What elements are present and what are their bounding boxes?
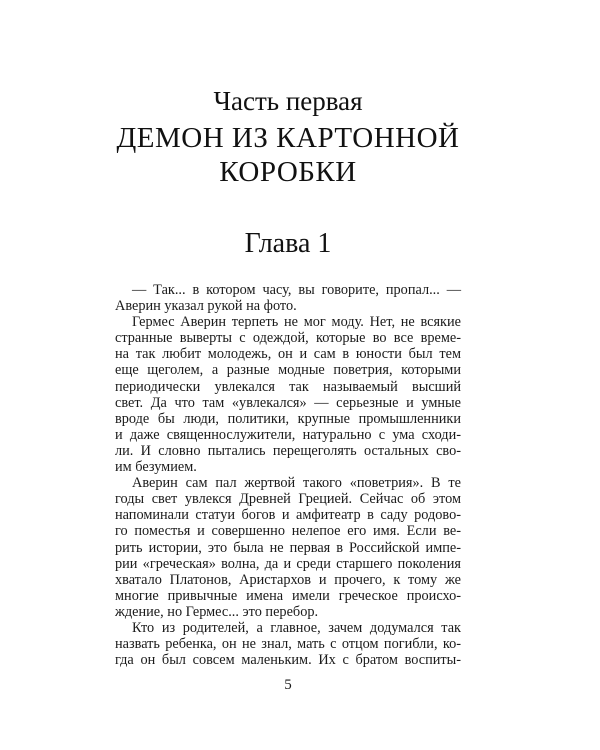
paragraph-line: — Так... в котором часу, вы говорите, пропал... — — [132, 282, 461, 298]
paragraph-line: и даже священнослужители, натурально с ума сходи- — [115, 426, 461, 443]
paragraph-line: странные выверты с одеждой, которые во все време- — [115, 330, 461, 347]
paragraph-line: Гермес Аверин терпеть не мог моду. Нет, не всякие — [132, 314, 461, 331]
title-line-2: КОРОБКИ — [219, 156, 357, 188]
paragraph-line: напоминали статуи богов и амфитеатр в саду родово- — [115, 507, 461, 524]
paragraph-line: ждение, но Гермес... это перебор. — [115, 603, 319, 620]
paragraph-line: хватало Платонов, Аристархов и прочего, к тому же — [115, 571, 461, 588]
paragraph-line: Аверин указал рукой на фото. — [115, 298, 297, 315]
paragraph-line: го поместья и совершенно нелепое его имя. Если ве- — [115, 523, 461, 540]
paragraph-line: им безумием. — [115, 459, 197, 476]
paragraph-line: Кто из родителей, а главное, зачем додумался так — [132, 619, 461, 636]
title-line-1: ДЕМОН ИЗ КАРТОННОЙ — [116, 122, 460, 154]
paragraph-line: рии «греческая» волна, да и среди старшего поколения — [115, 555, 461, 572]
chapter-heading: Глава 1 — [244, 228, 332, 259]
paragraph-line: Аверин сам пал жертвой такого «поветрия». В те — [132, 475, 461, 492]
paragraph-line: назвать ребенка, он не знал, мать с отцом погибли, ко- — [115, 636, 461, 653]
body-text — [115, 282, 461, 668]
paragraph-line: ли. И словно пытались перещеголять остальных сво- — [115, 442, 461, 459]
paragraph-line: на так любит молодежь, он и сам в юности был тем — [115, 346, 461, 363]
paragraph-line: годы свет увлекся Древней Грецией. Сейчас об этом — [115, 491, 461, 508]
page-number: 5 — [284, 677, 292, 693]
paragraph-line: гда он был совсем маленьким. Их с братом воспиты- — [115, 652, 461, 669]
paragraph-line: свет. Да что там «увлекался» — серьезные и умные — [115, 394, 461, 411]
paragraph-line: еще щеголем, а разные модные поветрия, которыми — [115, 362, 461, 379]
paragraph-line: многие привычные имена имели греческое происхо- — [115, 587, 461, 604]
paragraph-line: вроде бы люди, политики, крупные промышленники — [115, 410, 461, 427]
paragraph-line: рить истории, это была не первая в Российской импе- — [115, 539, 461, 556]
part-heading: Часть первая — [213, 86, 363, 116]
paragraph-line: периодически увлекался так называемый высший — [115, 378, 461, 395]
